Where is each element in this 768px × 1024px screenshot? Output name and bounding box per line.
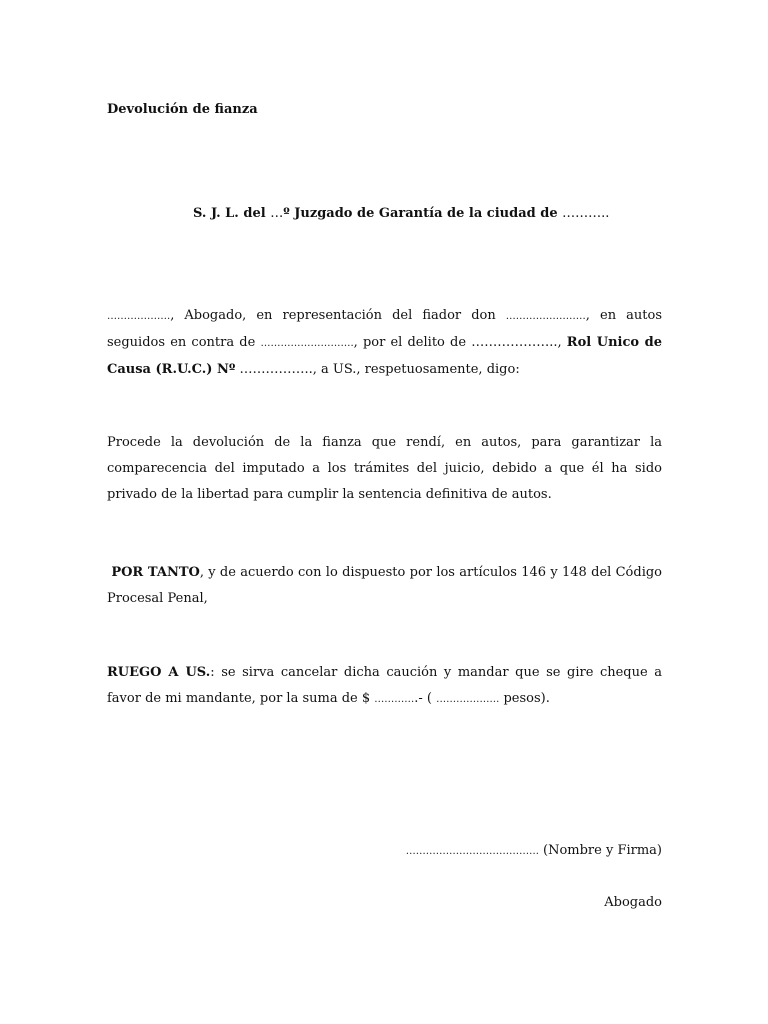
por-tanto-text: , y de acuerdo con lo dispuesto por los artículos 146 y 148 del Código Procesal Penal, xyxy=(107,565,662,606)
court-city-blank: ……….. xyxy=(562,206,610,221)
paragraph-intro xyxy=(107,303,662,383)
defendant-name-blank: ………………………. xyxy=(260,338,354,349)
por-tanto-label: POR TANTO xyxy=(111,565,200,580)
ruego-text-b: .- ( xyxy=(414,691,437,706)
intro-text-e: …………….., a US., respetuosamente, digo: xyxy=(235,362,520,377)
intro-text-a: , Abogado, en representación del fiador don xyxy=(170,308,506,323)
paragraph-ruego xyxy=(107,660,662,713)
lawyer-name-blank: ………………. xyxy=(107,311,171,322)
paragraph-por-tanto xyxy=(107,560,662,612)
document-title: Devolución de fianza xyxy=(107,102,258,117)
intro-text-c: , por el delito de xyxy=(353,335,472,350)
signer-role: Abogado xyxy=(604,895,662,910)
guarantor-name-blank: …………………… xyxy=(505,311,586,322)
intro-text-b: , en autos seguidos en contra de xyxy=(107,308,662,350)
signature-label: (Nombre y Firma) xyxy=(538,843,662,858)
crime-blank: ……………….. xyxy=(471,335,558,350)
signature-blank: …………………………………. xyxy=(405,846,539,857)
intro-text-d: , xyxy=(557,335,567,350)
amount-words-blank: ………………. xyxy=(436,694,500,705)
ruego-text-c: pesos). xyxy=(499,691,550,706)
paragraph-request-basis: Procede la devolución de la fianza que rendí, en autos, para garantizar la comparecencia del imputado a los trámites del juicio, debido a que él ha sido privado de la libertad para cumplir la sentencia definitiva de autos. xyxy=(107,435,662,502)
ruc-label: Rol Unico de Causa (R.U.C.) Nº xyxy=(107,335,663,377)
court-middle: º Juzgado de Garantía de la ciudad de xyxy=(283,206,563,221)
signature-line xyxy=(406,843,662,858)
court-heading xyxy=(193,206,653,221)
court-number-blank: … xyxy=(270,206,284,221)
ruego-text-a: : se sirva cancelar dicha caución y mandar que se gire cheque a favor de mi mandante, por la suma de $ xyxy=(107,665,662,706)
ruego-label: RUEGO A US. xyxy=(107,665,211,680)
amount-number-blank: ………… xyxy=(374,694,415,705)
court-prefix: S. J. L. del xyxy=(193,206,271,221)
